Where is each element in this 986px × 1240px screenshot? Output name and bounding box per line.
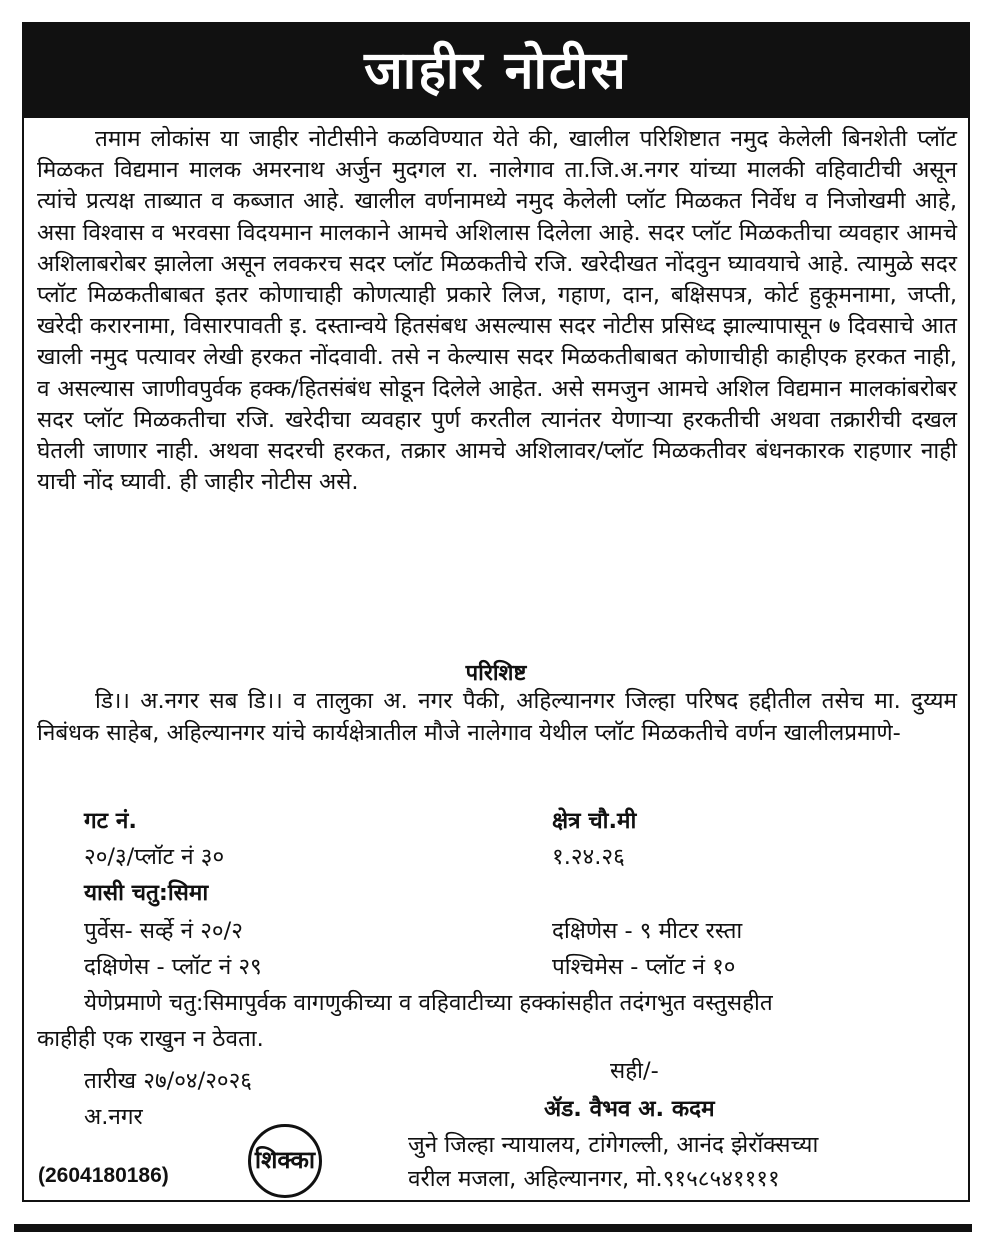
notice-date: तारीख २७/०४/२०२६ bbox=[84, 1068, 253, 1094]
area-header: क्षेत्र चौ.मी bbox=[552, 808, 637, 834]
schedule-heading: परिशिष्ट bbox=[465, 661, 527, 686]
closing-line-2: काहीही एक राखुन न ठेवता. bbox=[37, 1026, 264, 1052]
boundary-east: पुर्वेस- सर्व्हे नं २०/२ bbox=[84, 918, 243, 944]
address-line-2: वरील मजला, अहिल्यानगर, मो.९१५८५४११११ bbox=[408, 1166, 780, 1192]
signature-label: सही/- bbox=[610, 1058, 659, 1084]
reference-code: (2604180186) bbox=[38, 1164, 169, 1187]
address-line-1: जुने जिल्हा न्यायालय, टांगेगल्ली, आनंद झेरॉक्सच्या bbox=[408, 1132, 819, 1158]
schedule-intro: डि।। अ.नगर सब डि।। व तालुका अ. नगर पैकी, अहिल्यानगर जिल्हा परिषद हद्दीतील तसेच मा. दुय्यम निबंधक साहेब, अहिल्यानगर यांचे कार्यक्षेत्रातील मौजे नालेगाव येथील प्लॉट मिळकतीचे वर्णन खालीलप्रमाणे- bbox=[37, 688, 957, 746]
boundaries-heading: यासी चतु:सिमा bbox=[84, 880, 209, 906]
boundary-west: पश्चिमेस - प्लॉट नं १० bbox=[552, 954, 736, 980]
advocate-name: ॲड. वैभव अ. कदम bbox=[544, 1096, 715, 1122]
gat-number-header: गट नं. bbox=[84, 808, 137, 834]
seal-stamp bbox=[248, 1124, 322, 1198]
closing-line-1: येणेप्रमाणे चतु:सिमापुर्वक वागणुकीच्या व वहिवाटीच्या हक्कांसहीत तदंगभुत वस्तुसहीत bbox=[84, 990, 773, 1016]
stamp-label: शिक्का bbox=[254, 1146, 316, 1174]
boundary-south-road: दक्षिणेस - ९ मीटर रस्ता bbox=[552, 918, 743, 944]
area-value: १.२४.२६ bbox=[552, 844, 625, 870]
footer-rule bbox=[14, 1224, 972, 1232]
notice-body bbox=[37, 124, 957, 498]
public-notice bbox=[22, 22, 970, 1202]
title-banner bbox=[24, 24, 968, 118]
notice-title: जाहीर नोटीस bbox=[364, 41, 628, 101]
notice-place: अ.नगर bbox=[84, 1104, 143, 1130]
body-paragraph: तमाम लोकांस या जाहीर नोटीसीने कळविण्यात येते की, खालील परिशिष्टात नमुद केलेली बिनशेती प्लॉट मिळकत विद्यमान मालक अमरनाथ अर्जुन मुदगल रा. नालेगाव ता.जि.अ.नगर यांच्या मालकी वहिवाटीची असून त्यांचे प्रत्यक्ष ताब्यात व कब्जात आहे. खालील वर्णनामध्ये नमुद केलेली प्लॉट मिळकत निर्वेध व निजोखमी आहे, असा विश्वास व भरवसा विदयमान मालकाने आमचे अशिलास दिलेला आहे. सदर प्लॉट मिळकतीचा व्यवहार आमचे अशिलाबरोबर झालेला असून लवकरच सदर प्लॉट मिळकतीचे रजि. खरेदीखत नोंदवुन घ्यावयाचे आहे. त्यामुळे सदर प्लॉट मिळकतीबाबत इतर कोणाचाही कोणत्याही प्रकारे लिज, गहाण, दान, बक्षिसपत्र, कोर्ट हुकूमनामा, जप्ती, खरेदी करारनामा, विसारपावती इ. दस्तान्वये हितसंबध असल्यास सदर नोटीस प्रसिध्द झाल्यापासून ७ दिवसाचे आत खाली नमुद पत्यावर लेखी हरकत नोंदवावी. तसे न केल्यास सदर मिळकतीबाबत कोणाचीही काहीएक हरकत नाही, व असल्यास जाणीवपुर्वक हक्क/हितसंबंध सोडून दिलेले आहेत. असे समजुन आमचे अशिल विद्यमान मालकांबरोबर सदर प्लॉट मिळकतीचा रजि. खरेदीचा व्यवहार पुर्ण करतील त्यानंतर येणाऱ्या हरकतीची अथवा तक्रारीची दखल घेतली जाणार नाही. अथवा सदरची हरकत, तक्रार आमचे अशिलावर/प्लॉट मिळकतीवर बंधनकारक राहणार नाही याची नोंद घ्यावी. ही जाहीर नोटीस असे. bbox=[37, 126, 957, 496]
gat-number-value: २०/३/प्लॉट नं ३० bbox=[84, 844, 225, 870]
boundary-south-plot: दक्षिणेस - प्लॉट नं २९ bbox=[84, 954, 262, 980]
